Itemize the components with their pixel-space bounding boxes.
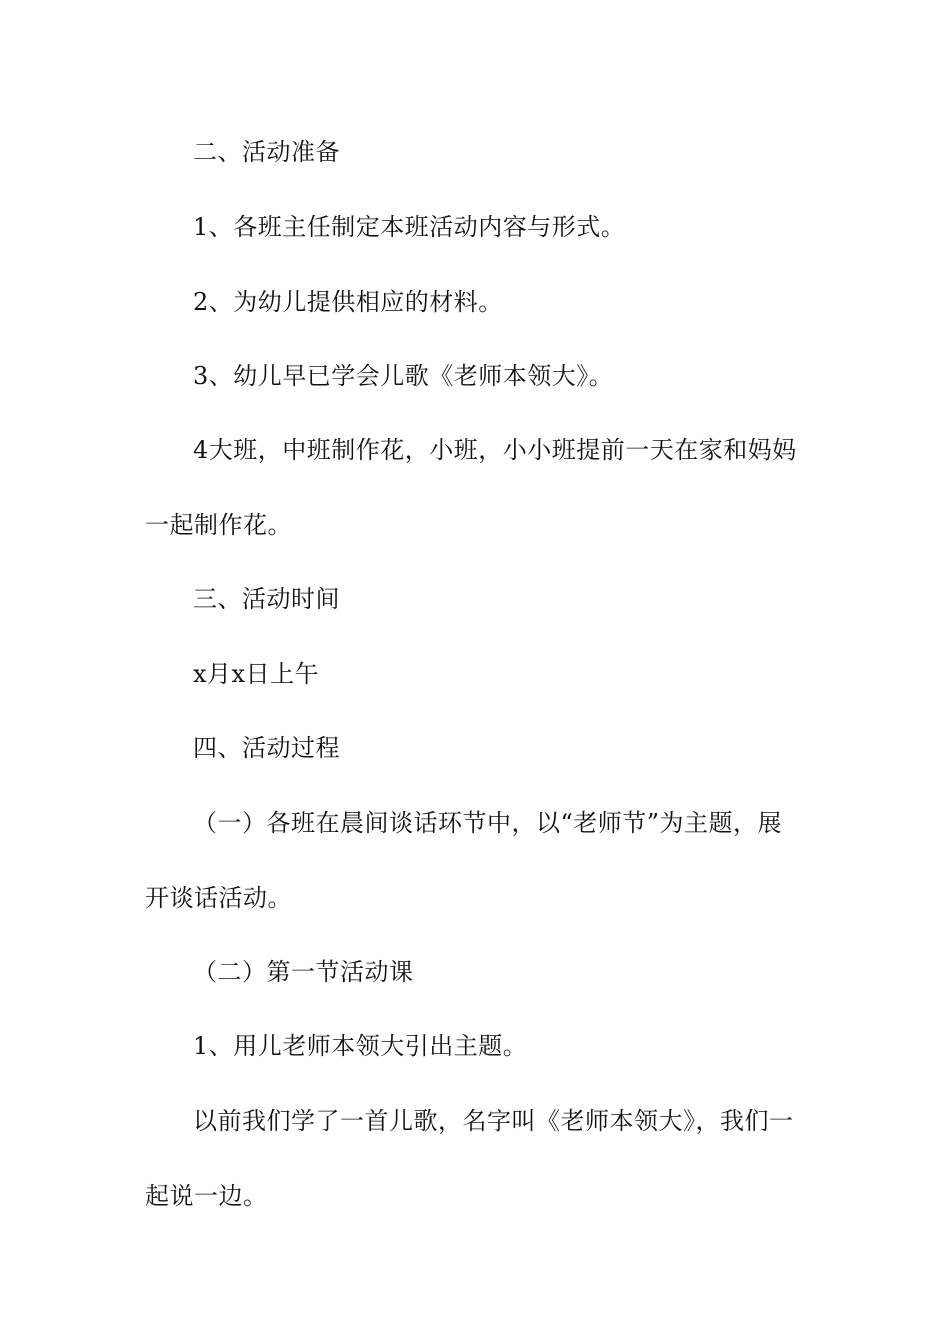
section-heading-preparation: 二、活动准备	[193, 138, 340, 166]
paragraph-line: 2、为幼儿提供相应的材料。	[193, 288, 503, 316]
paragraph-line: 3、幼儿早已学会儿歌《老师本领大》。	[193, 362, 614, 390]
paragraph-line: 开谈话活动。	[145, 884, 292, 912]
paragraph-line: （二）第一节活动课	[193, 958, 414, 986]
paragraph-line: 1、用儿老师本领大引出主题。	[193, 1032, 528, 1060]
paragraph-line: 1、各班主任制定本班活动内容与形式。	[193, 213, 626, 241]
section-heading-time: 三、活动时间	[193, 585, 340, 613]
paragraph-line: 4大班，中班制作花，小班，小小班提前一天在家和妈妈	[193, 436, 797, 464]
paragraph-line: （一）各班在晨间谈话环节中，以“老师节”为主题，展	[193, 809, 783, 837]
paragraph-line: 起说一边。	[145, 1182, 268, 1210]
paragraph-line: x月x日上午	[193, 660, 320, 688]
paragraph-line: 以前我们学了一首儿歌，名字叫《老师本领大》，我们一	[193, 1107, 794, 1135]
section-heading-process: 四、活动过程	[193, 734, 340, 762]
paragraph-line: 一起制作花。	[145, 511, 292, 539]
